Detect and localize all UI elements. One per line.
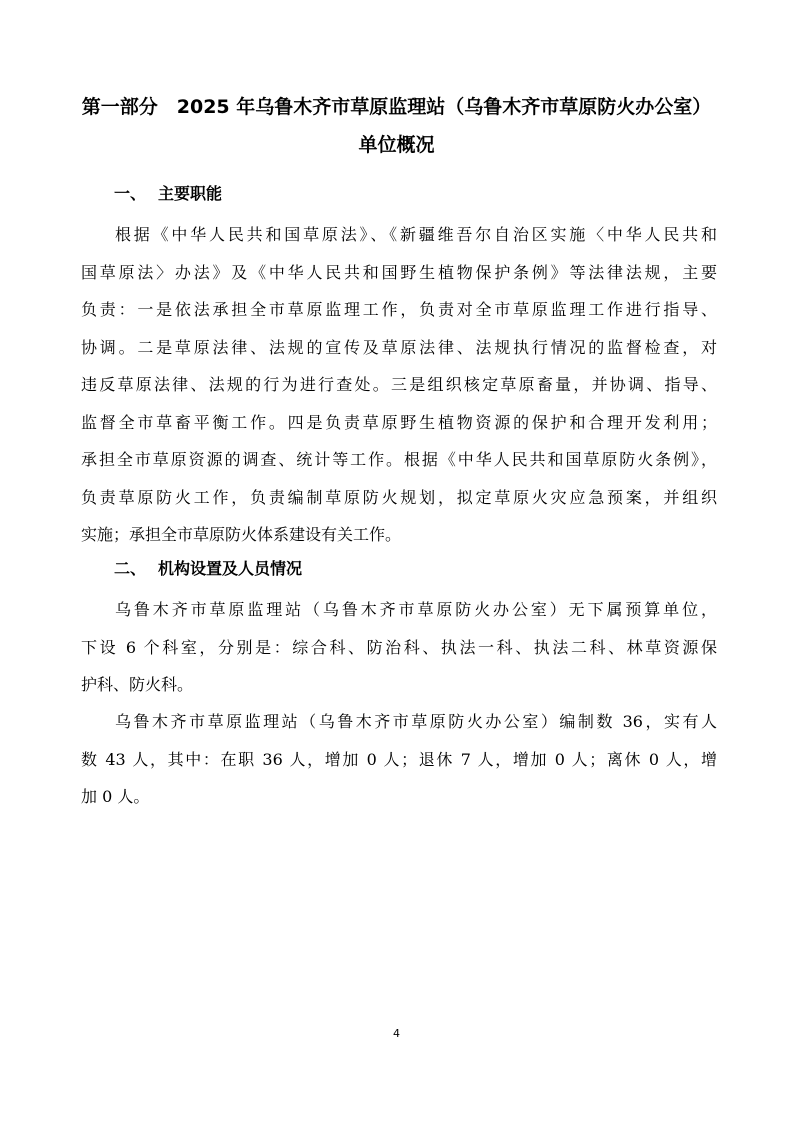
paragraph-line: 加 0 人。 [81, 787, 150, 806]
paragraph-line: 负责：一是依法承担全市草原监理工作，负责对全市草原监理工作进行指导、 [81, 300, 717, 319]
section2-paragraph1 [81, 591, 717, 704]
paragraph-line: 乌鲁木齐市草原监理站（乌鲁木齐市草原防火办公室）编制数 36，实有人 [115, 712, 717, 731]
section1-heading [114, 183, 222, 205]
paragraph-line: 实施；承担全市草原防火体系建设有关工作。 [81, 525, 402, 544]
paragraph-line: 乌鲁木齐市草原监理站（乌鲁木齐市草原防火办公室）无下属预算单位， [115, 600, 717, 619]
section1-number: 一、 [114, 184, 147, 203]
paragraph-line: 下设 6 个科室，分别是：综合科、防治科、执法一科、执法二科、林草资源保 [81, 637, 717, 657]
section1-paragraph [81, 216, 717, 554]
section2-paragraph2 [81, 703, 717, 816]
section1-title: 主要职能 [158, 184, 223, 203]
paragraph-line: 国草原法〉办法》及《中华人民共和国野生植物保护条例》等法律法规，主要 [81, 262, 717, 282]
paragraph-line: 违反草原法律、法规的行为进行查处。三是组织核定草原畜量，并协调、指导、 [81, 375, 717, 394]
section2-heading [114, 558, 302, 580]
paragraph-line: 承担全市草原资源的调查、统计等工作。根据《中华人民共和国草原防火条例》， [81, 450, 717, 469]
paragraph-line: 协调。二是草原法律、法规的宣传及草原法律、法规执行情况的监督检查，对 [81, 337, 717, 357]
paragraph-line: 监督全市草畜平衡工作。四是负责草原野生植物资源的保护和合理开发利用； [81, 412, 717, 432]
document-title-line2: 单位概况 [358, 134, 435, 156]
page-number: 4 [393, 1027, 400, 1040]
section2-title: 机构设置及人员情况 [158, 559, 303, 578]
paragraph-line: 数 43 人，其中：在职 36 人，增加 0 人；退休 7 人，增加 0 人；离休 0 人，增 [81, 749, 717, 769]
paragraph-line: 负责草原防火工作，负责编制草原防火规划，拟定草原火灾应急预案，并组织 [81, 487, 717, 507]
paragraph-line: 根据《中华人民共和国草原法》、《新疆维吾尔自治区实施〈中华人民共和 [115, 225, 717, 244]
section2-number: 二、 [114, 559, 147, 578]
document-title-line1: 第一部分 2025 年乌鲁木齐市草原监理站（乌鲁木齐市草原防火办公室） [81, 96, 712, 118]
paragraph-line: 护科、防火科。 [81, 675, 194, 694]
